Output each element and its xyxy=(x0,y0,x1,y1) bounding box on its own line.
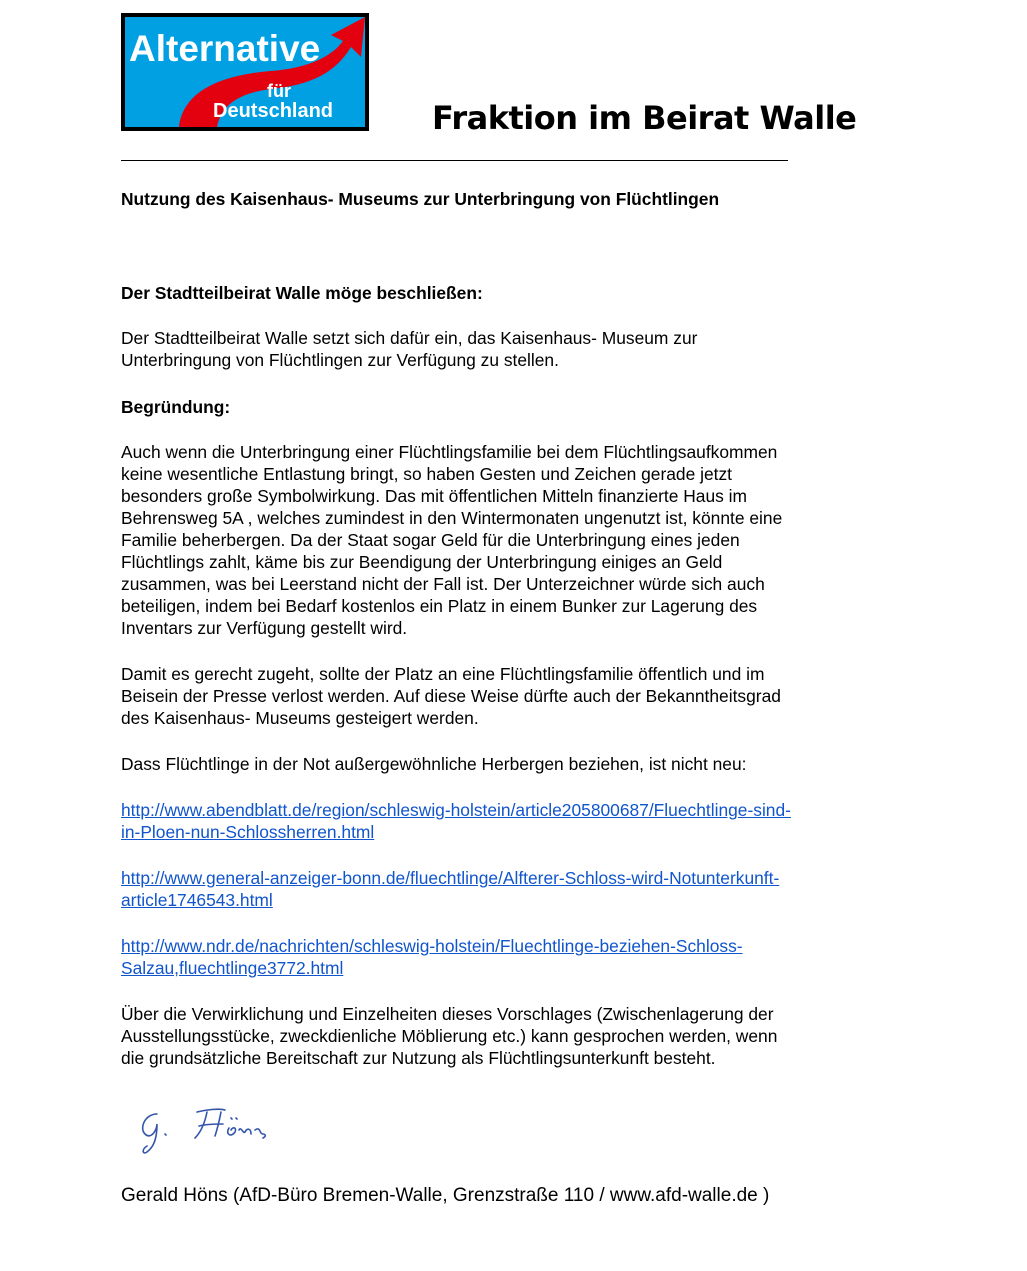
reason-paragraph-3: Dass Flüchtlinge in der Not außergewöhnliche Herbergen beziehen, ist nicht neu: xyxy=(121,754,747,774)
reference-link-1[interactable] xyxy=(121,799,861,843)
signature-graphic xyxy=(135,1100,285,1160)
logo-text-country: Deutschland xyxy=(213,100,334,122)
afd-logo xyxy=(121,13,369,131)
paragraph-line: keine wesentliche Entlastung bringt, so haben Gesten und Zeichen gerade jetzt xyxy=(121,464,732,484)
paragraph-line: Inventars zur Verfügung gestellt wird. xyxy=(121,618,408,638)
link-line[interactable]: in-Ploen-nun-Schlossherren.html xyxy=(121,822,375,842)
paragraph-line: Auch wenn die Unterbringung einer Flüchtlingsfamilie bei dem Flüchtlingsaufkommen xyxy=(121,442,778,462)
paragraph-line: Flüchtlings zahlt, käme bis zur Beendigung der Unterbringung einiges an Geld xyxy=(121,552,723,572)
link-line[interactable]: http://www.ndr.de/nachrichten/schleswig-holstein/Fluechtlinge-beziehen-Schloss- xyxy=(121,936,743,956)
link-line[interactable]: article1746543.html xyxy=(121,890,273,910)
logo-graphic xyxy=(121,13,369,131)
link-ndr[interactable] xyxy=(121,935,861,979)
header-divider xyxy=(121,160,788,161)
logo-text-fuer: für xyxy=(267,81,291,101)
reference-link-3[interactable] xyxy=(121,935,861,979)
paragraph-line: Über die Verwirklichung und Einzelheiten dieses Vorschlages (Zwischenlagerung der xyxy=(121,1004,774,1024)
paragraph-line: zusammen, was bei Leerstand nicht der Fall ist. Der Unterzeichner würde sich auch xyxy=(121,574,765,594)
motion-line: Unterbringung von Flüchtlingen zur Verfügung zu stellen. xyxy=(121,350,559,370)
paragraph-line: beteiligen, indem bei Bedarf kostenlos ein Platz in einem Bunker zur Lagerung des xyxy=(121,596,758,616)
handwritten-signature xyxy=(135,1100,285,1165)
paragraph-line: Beisein der Presse verlost werden. Auf diese Weise dürfte auch der Bekanntheitsgrad xyxy=(121,686,781,706)
link-line[interactable]: http://www.abendblatt.de/region/schleswig-holstein/article205800687/Fluechtlinge-sind- xyxy=(121,800,791,820)
signature-footer: Gerald Höns (AfD-Büro Bremen-Walle, Grenzstraße 110 / www.afd-walle.de ) xyxy=(121,1185,770,1206)
reason-paragraph-1 xyxy=(121,441,861,639)
reference-link-2[interactable] xyxy=(121,867,861,911)
paragraph-line: Ausstellungsstücke, zweckdienliche Möblierung etc.) kann gesprochen werden, wenn xyxy=(121,1026,778,1046)
paragraph-line: die grundsätzliche Bereitschaft zur Nutzung als Flüchtlingsunterkunft besteht. xyxy=(121,1048,716,1068)
link-general-anzeiger[interactable] xyxy=(121,867,861,911)
reason-paragraph-2 xyxy=(121,663,861,729)
paragraph-line: besonders große Symbolwirkung. Das mit öffentlichen Mitteln finanzierte Haus im xyxy=(121,486,748,506)
reason-paragraph-4 xyxy=(121,1003,861,1069)
paragraph-line: Damit es gerecht zugeht, sollte der Platz an eine Flüchtlingsfamilie öffentlich und im xyxy=(121,664,765,684)
paragraph-line: Familie beherbergen. Da der Staat sogar Geld für die Unterbringung eines jeden xyxy=(121,530,740,550)
motion-line: Der Stadtteilbeirat Walle setzt sich dafür ein, das Kaisenhaus- Museum zur xyxy=(121,328,698,348)
link-line[interactable]: Salzau,fluechtlinge3772.html xyxy=(121,958,344,978)
page-title: Fraktion im Beirat Walle xyxy=(432,99,857,137)
reason-heading: Begründung: xyxy=(121,397,231,417)
paragraph-line: Behrensweg 5A , welches zumindest in den Wintermonaten ungenutzt ist, könnte eine xyxy=(121,508,783,528)
paragraph-line: des Kaisenhaus- Museums gesteigert werden. xyxy=(121,708,479,728)
logo-text-main: Alternative xyxy=(129,28,321,69)
motion-heading: Der Stadtteilbeirat Walle möge beschließen: xyxy=(121,283,483,303)
motion-text xyxy=(121,327,861,371)
subject-line: Nutzung des Kaisenhaus- Museums zur Unterbringung von Flüchtlingen xyxy=(121,189,720,209)
link-line[interactable]: http://www.general-anzeiger-bonn.de/fluechtlinge/Alfterer-Schloss-wird-Notunterkunft- xyxy=(121,868,780,888)
link-abendblatt[interactable] xyxy=(121,799,861,843)
